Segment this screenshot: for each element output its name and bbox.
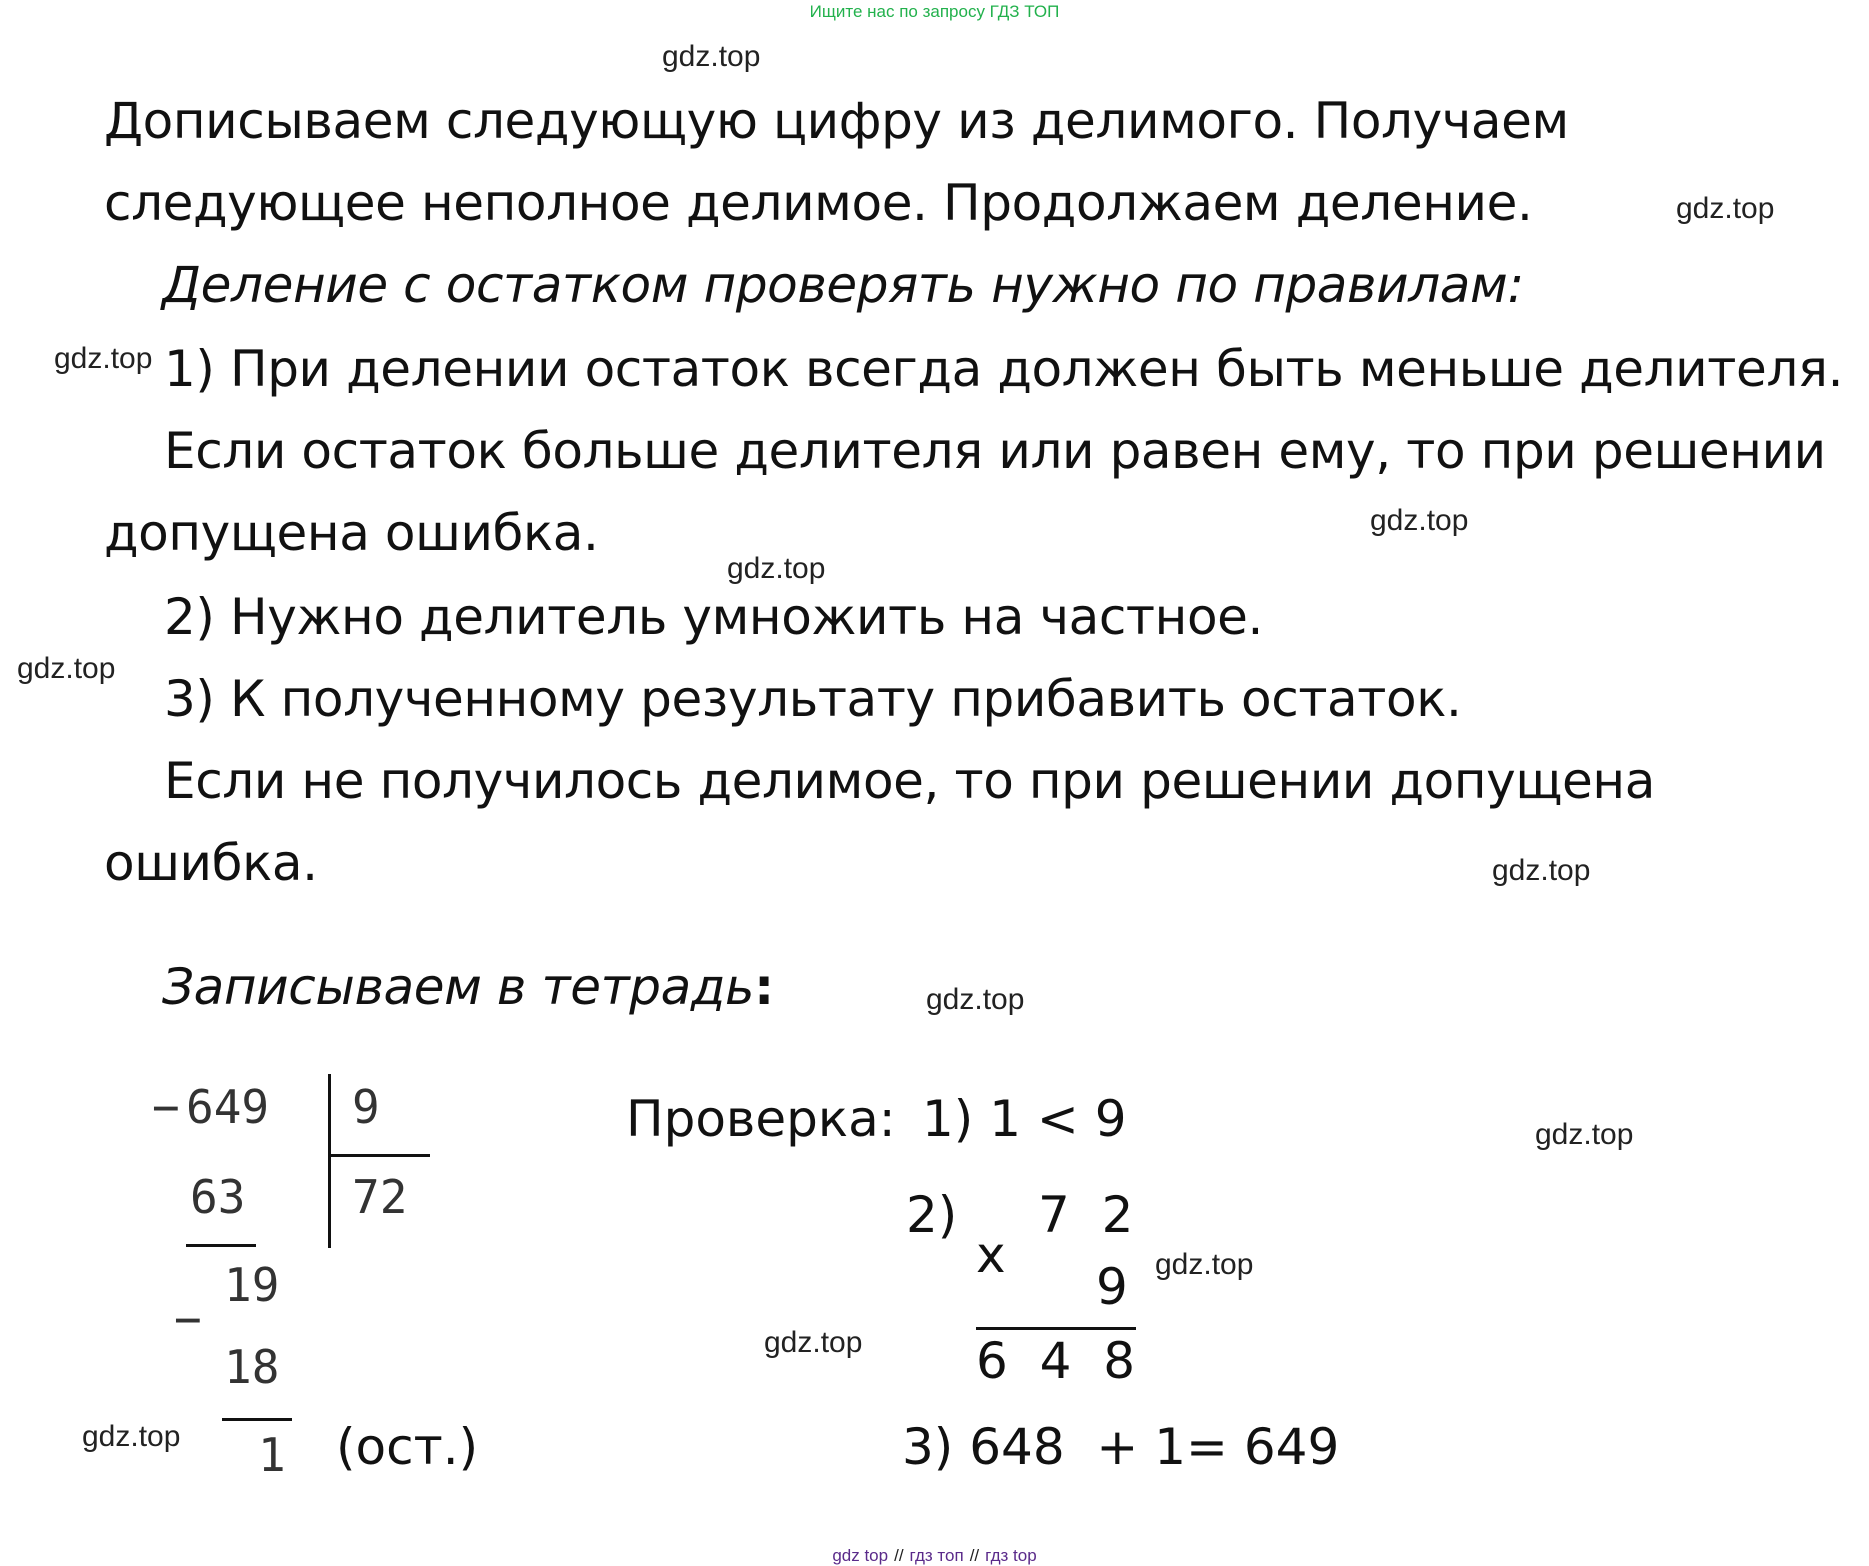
watermark: gdz.top bbox=[1535, 1118, 1634, 1151]
rules-heading: Деление с остатком проверять нужно по правилам: bbox=[162, 256, 1524, 314]
watermark: gdz.top bbox=[54, 342, 153, 375]
check-step-1: 1) 1 < 9 bbox=[922, 1090, 1127, 1148]
watermark: gdz.top bbox=[1492, 854, 1591, 887]
check-step-2-label: 2) bbox=[906, 1186, 958, 1244]
multiplication-sign: x bbox=[976, 1226, 1006, 1284]
paragraph-line: Если остаток больше делителя или равен ему, то при решении bbox=[164, 422, 1826, 480]
rule-2: 2) Нужно делитель умножить на частное. bbox=[164, 588, 1263, 646]
paragraph-line: Если не получилось делимое, то при решении допущена bbox=[164, 752, 1655, 810]
remainder-label: (ост.) bbox=[336, 1418, 479, 1476]
footer bbox=[0, 1546, 1869, 1566]
step2-partial: 19 bbox=[224, 1258, 280, 1312]
footer-link: gdz top bbox=[832, 1546, 889, 1565]
divisor-underline bbox=[328, 1154, 430, 1157]
rule-1: 1) При делении остаток всегда должен быть меньше делителя. bbox=[164, 340, 1844, 398]
rule-3: 3) К полученному результату прибавить остаток. bbox=[164, 670, 1462, 728]
division-minus-sign: − bbox=[152, 1080, 180, 1134]
division-vertical-bar bbox=[328, 1074, 331, 1248]
factor-2: 9 bbox=[1096, 1258, 1128, 1316]
check-step-3: 3) 648 + 1= 649 bbox=[902, 1418, 1340, 1476]
check-label: Проверка: bbox=[626, 1090, 896, 1148]
watermark: gdz.top bbox=[1155, 1248, 1254, 1281]
watermark: gdz.top bbox=[764, 1326, 863, 1359]
remainder: 1 bbox=[258, 1428, 286, 1482]
watermark: gdz.top bbox=[1370, 504, 1469, 537]
footer-link: гдз топ bbox=[909, 1546, 964, 1565]
dividend: 649 bbox=[186, 1080, 270, 1134]
step1-product: 63 bbox=[190, 1170, 246, 1224]
watermark: gdz.top bbox=[727, 552, 826, 585]
divisor: 9 bbox=[352, 1080, 380, 1134]
paragraph-line: допущена ошибка. bbox=[104, 504, 599, 562]
paragraph-line: Дописываем следующую цифру из делимого. Получаем bbox=[104, 92, 1569, 150]
top-banner: Ищите нас по запросу ГДЗ ТОП bbox=[809, 2, 1060, 21]
watermark: gdz.top bbox=[662, 40, 761, 73]
footer-separator: // bbox=[969, 1546, 980, 1565]
product: 6 4 8 bbox=[976, 1332, 1136, 1390]
multiplication-line bbox=[976, 1327, 1136, 1330]
step2-product: 18 bbox=[224, 1340, 280, 1394]
paragraph-line: ошибка. bbox=[104, 834, 318, 892]
watermark: gdz.top bbox=[17, 652, 116, 685]
watermark: gdz.top bbox=[926, 983, 1025, 1016]
footer-separator: // bbox=[894, 1546, 904, 1565]
watermark: gdz.top bbox=[82, 1420, 181, 1453]
step2-minus-sign: − bbox=[174, 1292, 202, 1346]
step2-line bbox=[222, 1418, 292, 1421]
watermark: gdz.top bbox=[1676, 192, 1775, 225]
quotient: 72 bbox=[352, 1170, 408, 1224]
paragraph-line: следующее неполное делимое. Продолжаем деление. bbox=[104, 174, 1533, 232]
step1-line bbox=[186, 1244, 256, 1247]
notebook-heading: Записываем в тетрадь: bbox=[162, 958, 774, 1016]
footer-link: гдз top bbox=[985, 1546, 1037, 1565]
factor-1: 7 2 bbox=[1038, 1186, 1134, 1244]
